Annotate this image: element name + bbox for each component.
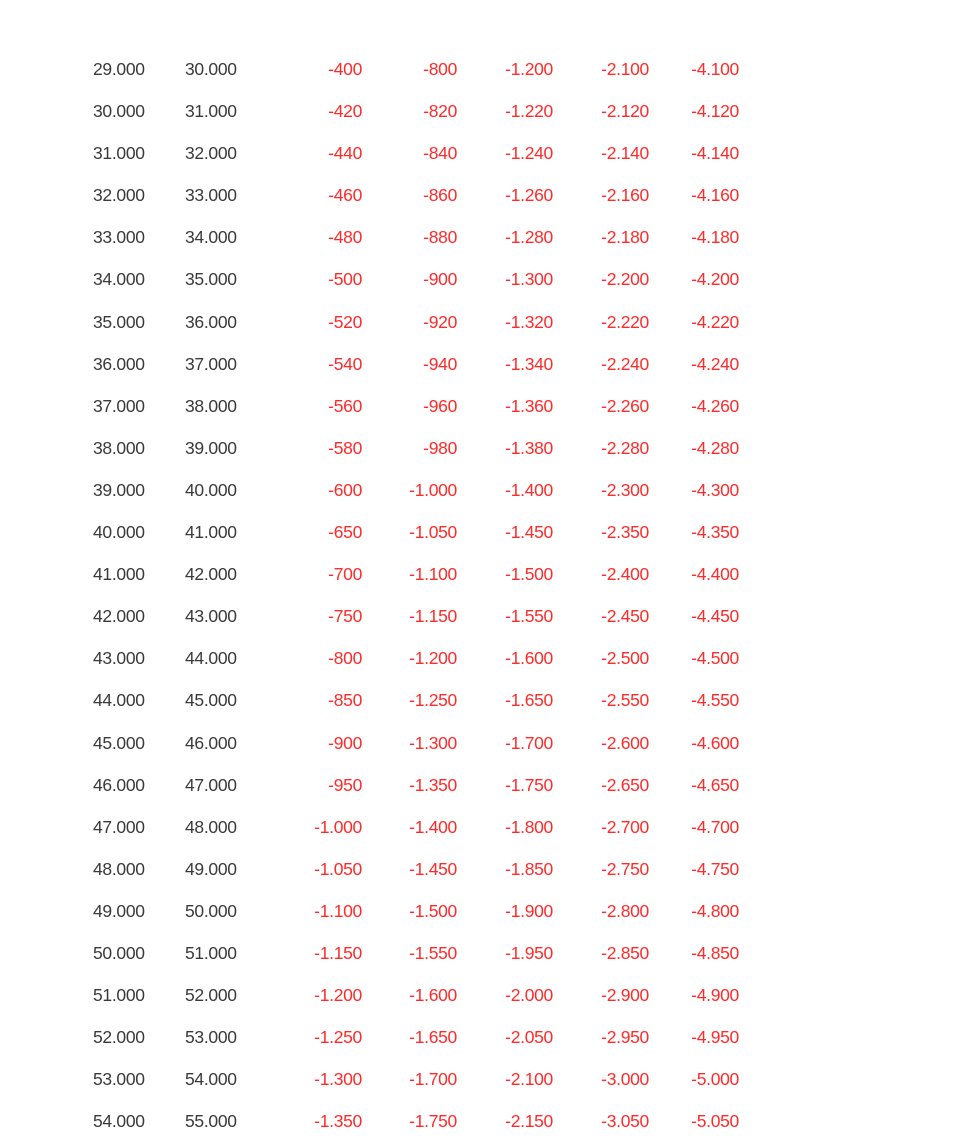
adjustment-value-cell: -2.550 bbox=[601, 690, 649, 711]
range-to-cell: 36.000 bbox=[185, 311, 237, 332]
adjustment-value-cell: -4.240 bbox=[691, 353, 739, 374]
range-from-cell: 29.000 bbox=[93, 59, 145, 79]
adjustment-value-cell: -2.650 bbox=[601, 774, 649, 795]
adjustment-value-cell: -4.750 bbox=[691, 858, 739, 879]
adjustment-value-cell: -2.240 bbox=[601, 353, 649, 374]
adjustment-value-cell: -2.700 bbox=[601, 816, 649, 837]
adjustment-value-cell: -1.400 bbox=[505, 479, 553, 500]
range-to-cell: 41.000 bbox=[185, 522, 237, 543]
range-to-cell: 37.000 bbox=[185, 353, 237, 374]
table-row bbox=[0, 595, 960, 637]
adjustment-value-cell: -580 bbox=[328, 437, 362, 458]
range-to-cell: 30.000 bbox=[185, 59, 237, 79]
range-from-cell: 30.000 bbox=[93, 101, 145, 122]
adjustment-value-cell: -1.600 bbox=[409, 985, 457, 1006]
adjustment-value-cell: -2.120 bbox=[601, 101, 649, 122]
table-row bbox=[0, 258, 960, 300]
adjustment-value-cell: -4.550 bbox=[691, 690, 739, 711]
adjustment-value-cell: -2.050 bbox=[505, 1027, 553, 1048]
range-to-cell: 43.000 bbox=[185, 606, 237, 627]
range-from-cell: 51.000 bbox=[93, 985, 145, 1006]
range-from-cell: 39.000 bbox=[93, 479, 145, 500]
adjustment-value-cell: -2.300 bbox=[601, 479, 649, 500]
adjustment-value-cell: -4.600 bbox=[691, 732, 739, 753]
adjustment-value-cell: -1.050 bbox=[409, 522, 457, 543]
adjustment-value-cell: -2.260 bbox=[601, 395, 649, 416]
range-to-cell: 38.000 bbox=[185, 395, 237, 416]
table-row bbox=[0, 764, 960, 806]
adjustment-value-cell: -1.250 bbox=[409, 690, 457, 711]
adjustment-value-cell: -2.750 bbox=[601, 858, 649, 879]
adjustment-value-cell: -1.220 bbox=[505, 101, 553, 122]
range-from-cell: 43.000 bbox=[93, 648, 145, 669]
adjustment-value-cell: -5.050 bbox=[691, 1111, 739, 1132]
adjustment-value-cell: -1.750 bbox=[505, 774, 553, 795]
adjustment-value-cell: -1.100 bbox=[314, 900, 362, 921]
range-from-cell: 31.000 bbox=[93, 143, 145, 164]
range-from-cell: 50.000 bbox=[93, 942, 145, 963]
adjustment-value-cell: -750 bbox=[328, 606, 362, 627]
table-row bbox=[0, 679, 960, 721]
adjustment-value-cell: -2.950 bbox=[601, 1027, 649, 1048]
table-row bbox=[0, 132, 960, 174]
adjustment-value-cell: -840 bbox=[423, 143, 457, 164]
table-row bbox=[0, 637, 960, 679]
adjustment-value-cell: -1.400 bbox=[409, 816, 457, 837]
adjustment-value-cell: -2.150 bbox=[505, 1111, 553, 1132]
table-row bbox=[0, 722, 960, 764]
adjustment-value-cell: -1.280 bbox=[505, 227, 553, 248]
adjustment-value-cell: -1.850 bbox=[505, 858, 553, 879]
adjustment-value-cell: -800 bbox=[328, 648, 362, 669]
adjustment-value-cell: -1.150 bbox=[409, 606, 457, 627]
adjustment-value-cell: -1.350 bbox=[314, 1111, 362, 1132]
table-row bbox=[0, 469, 960, 511]
range-from-cell: 53.000 bbox=[93, 1069, 145, 1090]
range-from-cell: 52.000 bbox=[93, 1027, 145, 1048]
adjustment-value-cell: -2.000 bbox=[505, 985, 553, 1006]
table-row bbox=[0, 553, 960, 595]
adjustment-value-cell: -940 bbox=[423, 353, 457, 374]
table-row bbox=[0, 385, 960, 427]
range-from-cell: 32.000 bbox=[93, 185, 145, 206]
adjustment-value-cell: -3.000 bbox=[601, 1069, 649, 1090]
range-to-cell: 40.000 bbox=[185, 479, 237, 500]
adjustment-value-cell: -1.800 bbox=[505, 816, 553, 837]
table-row bbox=[0, 848, 960, 890]
adjustment-value-cell: -2.450 bbox=[601, 606, 649, 627]
adjustment-value-cell: -1.500 bbox=[409, 900, 457, 921]
adjustment-value-cell: -700 bbox=[328, 564, 362, 585]
adjustment-value-cell: -1.240 bbox=[505, 143, 553, 164]
adjustment-value-cell: -1.350 bbox=[409, 774, 457, 795]
adjustment-value-cell: -1.650 bbox=[505, 690, 553, 711]
range-from-cell: 40.000 bbox=[93, 522, 145, 543]
adjustment-value-cell: -2.800 bbox=[601, 900, 649, 921]
range-from-cell: 48.000 bbox=[93, 858, 145, 879]
adjustment-value-cell: -4.160 bbox=[691, 185, 739, 206]
range-from-cell: 47.000 bbox=[93, 816, 145, 837]
adjustment-value-cell: -420 bbox=[328, 101, 362, 122]
table-row bbox=[0, 511, 960, 553]
adjustment-value-cell: -4.120 bbox=[691, 101, 739, 122]
table-row bbox=[0, 48, 960, 90]
adjustment-value-cell: -1.900 bbox=[505, 900, 553, 921]
adjustment-value-cell: -480 bbox=[328, 227, 362, 248]
range-to-cell: 33.000 bbox=[185, 185, 237, 206]
adjustment-value-cell: -540 bbox=[328, 353, 362, 374]
adjustment-value-cell: -880 bbox=[423, 227, 457, 248]
range-from-cell: 37.000 bbox=[93, 395, 145, 416]
adjustment-value-cell: -2.100 bbox=[505, 1069, 553, 1090]
adjustment-value-cell: -960 bbox=[423, 395, 457, 416]
range-from-cell: 45.000 bbox=[93, 732, 145, 753]
adjustment-value-cell: -4.500 bbox=[691, 648, 739, 669]
adjustment-value-cell: -600 bbox=[328, 479, 362, 500]
adjustment-value-cell: -4.900 bbox=[691, 985, 739, 1006]
adjustment-value-cell: -1.450 bbox=[409, 858, 457, 879]
adjustment-value-cell: -460 bbox=[328, 185, 362, 206]
adjustment-value-cell: -1.450 bbox=[505, 522, 553, 543]
adjustment-value-cell: -4.800 bbox=[691, 900, 739, 921]
range-to-cell: 42.000 bbox=[185, 564, 237, 585]
range-from-cell: 38.000 bbox=[93, 437, 145, 458]
table-row bbox=[0, 427, 960, 469]
range-to-cell: 35.000 bbox=[185, 269, 237, 290]
adjustment-value-cell: -440 bbox=[328, 143, 362, 164]
adjustment-value-cell: -2.180 bbox=[601, 227, 649, 248]
adjustment-value-cell: -850 bbox=[328, 690, 362, 711]
range-from-cell: 44.000 bbox=[93, 690, 145, 711]
adjustment-value-cell: -4.260 bbox=[691, 395, 739, 416]
adjustment-value-cell: -1.650 bbox=[409, 1027, 457, 1048]
adjustment-value-cell: -4.700 bbox=[691, 816, 739, 837]
adjustment-value-cell: -4.140 bbox=[691, 143, 739, 164]
adjustment-value-cell: -4.350 bbox=[691, 522, 739, 543]
table-row bbox=[0, 343, 960, 385]
adjustment-value-cell: -980 bbox=[423, 437, 457, 458]
adjustment-value-cell: -900 bbox=[328, 732, 362, 753]
adjustment-value-cell: -1.340 bbox=[505, 353, 553, 374]
adjustment-value-cell: -1.250 bbox=[314, 1027, 362, 1048]
range-to-cell: 49.000 bbox=[185, 858, 237, 879]
adjustment-value-cell: -920 bbox=[423, 311, 457, 332]
range-to-cell: 47.000 bbox=[185, 774, 237, 795]
adjustment-value-cell: -1.260 bbox=[505, 185, 553, 206]
adjustment-value-cell: -1.320 bbox=[505, 311, 553, 332]
adjustment-value-cell: -1.500 bbox=[505, 564, 553, 585]
adjustment-value-cell: -4.280 bbox=[691, 437, 739, 458]
range-to-cell: 53.000 bbox=[185, 1027, 237, 1048]
adjustment-value-cell: -4.220 bbox=[691, 311, 739, 332]
adjustment-value-cell: -1.550 bbox=[409, 942, 457, 963]
adjustment-value-cell: -2.280 bbox=[601, 437, 649, 458]
range-to-cell: 52.000 bbox=[185, 985, 237, 1006]
range-to-cell: 31.000 bbox=[185, 101, 237, 122]
adjustment-value-cell: -1.000 bbox=[314, 816, 362, 837]
adjustment-value-cell: -2.100 bbox=[601, 59, 649, 79]
table-row bbox=[0, 932, 960, 974]
adjustment-value-cell: -500 bbox=[328, 269, 362, 290]
range-from-cell: 36.000 bbox=[93, 353, 145, 374]
adjustment-value-cell: -1.700 bbox=[409, 1069, 457, 1090]
range-from-cell: 34.000 bbox=[93, 269, 145, 290]
range-from-cell: 42.000 bbox=[93, 606, 145, 627]
adjustment-value-cell: -2.140 bbox=[601, 143, 649, 164]
adjustment-value-cell: -560 bbox=[328, 395, 362, 416]
range-to-cell: 45.000 bbox=[185, 690, 237, 711]
range-to-cell: 51.000 bbox=[185, 942, 237, 963]
adjustment-value-cell: -2.160 bbox=[601, 185, 649, 206]
adjustment-value-cell: -1.950 bbox=[505, 942, 553, 963]
adjustment-value-cell: -2.350 bbox=[601, 522, 649, 543]
table-row bbox=[0, 1058, 960, 1100]
adjustment-value-cell: -2.500 bbox=[601, 648, 649, 669]
range-to-cell: 46.000 bbox=[185, 732, 237, 753]
range-to-cell: 55.000 bbox=[185, 1111, 237, 1132]
adjustment-value-cell: -950 bbox=[328, 774, 362, 795]
table-row bbox=[0, 174, 960, 216]
range-to-cell: 34.000 bbox=[185, 227, 237, 248]
adjustment-value-cell: -1.300 bbox=[505, 269, 553, 290]
adjustment-value-cell: -4.180 bbox=[691, 227, 739, 248]
adjustment-value-cell: -1.200 bbox=[314, 985, 362, 1006]
range-from-cell: 46.000 bbox=[93, 774, 145, 795]
range-from-cell: 33.000 bbox=[93, 227, 145, 248]
adjustment-value-cell: -1.150 bbox=[314, 942, 362, 963]
adjustment-value-cell: -4.400 bbox=[691, 564, 739, 585]
adjustment-value-cell: -1.360 bbox=[505, 395, 553, 416]
adjustment-value-cell: -4.300 bbox=[691, 479, 739, 500]
range-from-cell: 54.000 bbox=[93, 1111, 145, 1132]
range-to-cell: 32.000 bbox=[185, 143, 237, 164]
adjustment-value-cell: -4.650 bbox=[691, 774, 739, 795]
adjustment-value-cell: -4.200 bbox=[691, 269, 739, 290]
table-row bbox=[0, 1016, 960, 1058]
adjustment-value-cell: -1.000 bbox=[409, 479, 457, 500]
adjustment-value-cell: -1.550 bbox=[505, 606, 553, 627]
table-row bbox=[0, 806, 960, 848]
adjustment-value-cell: -1.600 bbox=[505, 648, 553, 669]
adjustment-value-cell: -3.050 bbox=[601, 1111, 649, 1132]
adjustment-table bbox=[0, 48, 960, 1142]
adjustment-value-cell: -1.700 bbox=[505, 732, 553, 753]
adjustment-value-cell: -1.300 bbox=[314, 1069, 362, 1090]
adjustment-value-cell: -2.850 bbox=[601, 942, 649, 963]
adjustment-value-cell: -4.450 bbox=[691, 606, 739, 627]
table-row bbox=[0, 1100, 960, 1142]
adjustment-value-cell: -1.100 bbox=[409, 564, 457, 585]
adjustment-value-cell: -1.380 bbox=[505, 437, 553, 458]
adjustment-value-cell: -1.750 bbox=[409, 1111, 457, 1132]
range-to-cell: 50.000 bbox=[185, 900, 237, 921]
adjustment-value-cell: -1.050 bbox=[314, 858, 362, 879]
adjustment-value-cell: -2.900 bbox=[601, 985, 649, 1006]
table-row bbox=[0, 890, 960, 932]
range-from-cell: 35.000 bbox=[93, 311, 145, 332]
range-from-cell: 49.000 bbox=[93, 900, 145, 921]
adjustment-value-cell: -400 bbox=[328, 59, 362, 79]
adjustment-value-cell: -5.000 bbox=[691, 1069, 739, 1090]
adjustment-value-cell: -4.950 bbox=[691, 1027, 739, 1048]
adjustment-value-cell: -2.220 bbox=[601, 311, 649, 332]
adjustment-value-cell: -800 bbox=[423, 59, 457, 79]
range-from-cell: 41.000 bbox=[93, 564, 145, 585]
adjustment-value-cell: -2.600 bbox=[601, 732, 649, 753]
table-row bbox=[0, 90, 960, 132]
adjustment-value-cell: -1.300 bbox=[409, 732, 457, 753]
table-row bbox=[0, 301, 960, 343]
range-to-cell: 54.000 bbox=[185, 1069, 237, 1090]
adjustment-value-cell: -1.200 bbox=[505, 59, 553, 79]
adjustment-value-cell: -860 bbox=[423, 185, 457, 206]
range-to-cell: 48.000 bbox=[185, 816, 237, 837]
range-to-cell: 44.000 bbox=[185, 648, 237, 669]
table-row bbox=[0, 216, 960, 258]
adjustment-value-cell: -4.850 bbox=[691, 942, 739, 963]
adjustment-value-cell: -900 bbox=[423, 269, 457, 290]
adjustment-value-cell: -4.100 bbox=[691, 59, 739, 79]
adjustment-value-cell: -2.400 bbox=[601, 564, 649, 585]
adjustment-value-cell: -650 bbox=[328, 522, 362, 543]
table-row bbox=[0, 974, 960, 1016]
adjustment-value-cell: -1.200 bbox=[409, 648, 457, 669]
range-to-cell: 39.000 bbox=[185, 437, 237, 458]
adjustment-value-cell: -2.200 bbox=[601, 269, 649, 290]
adjustment-value-cell: -820 bbox=[423, 101, 457, 122]
adjustment-value-cell: -520 bbox=[328, 311, 362, 332]
